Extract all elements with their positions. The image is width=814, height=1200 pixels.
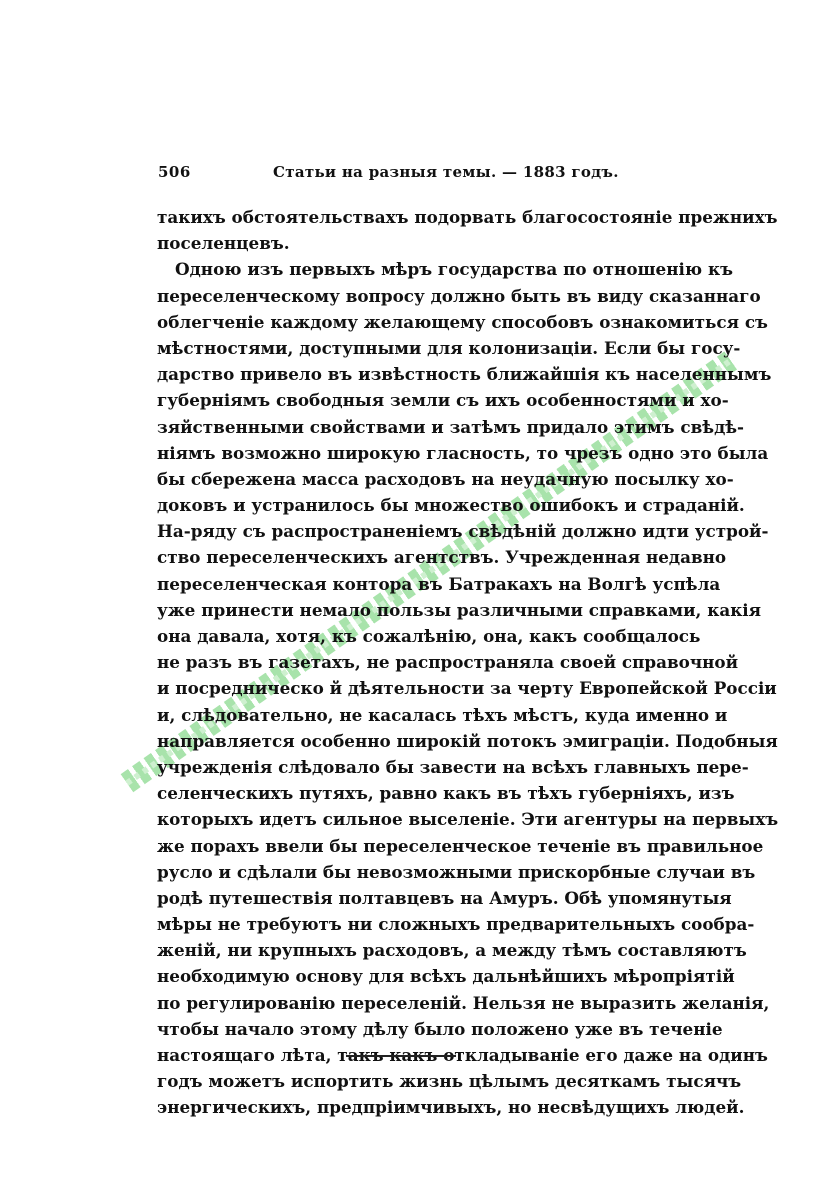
text-line: направляется особенно широкій потокъ эмиграціи. Подобныя: [157, 730, 778, 751]
text-line: селенческихъ путяхъ, равно какъ въ тѣхъ губерніяхъ, изъ: [157, 783, 735, 804]
text-line: переселенческая контора въ Батракахъ на Волгѣ успѣла: [157, 573, 721, 594]
text-line: по регулированію переселеній. Нельзя не выразить желанія,: [157, 992, 770, 1013]
text-line: же порахъ ввели бы переселенческое теченіе въ правильное: [157, 835, 764, 856]
text-line: поселенцевъ.: [157, 233, 290, 254]
text-line: необходимую основу для всѣхъ дальнѣйшихъ мѣропріятій: [157, 966, 735, 987]
running-title: Статьи на разныя темы. — 1883 годъ.: [273, 163, 619, 181]
page-header: [158, 163, 668, 185]
text-line: и посредническо й дѣятельности за черту Европейской Россіи: [157, 678, 777, 699]
text-line: На-ряду съ распространеніемъ свѣдѣній должно идти устрой-: [157, 521, 769, 542]
text-line: бы сбережена масса расходовъ на неудачную посылку хо-: [157, 468, 734, 489]
text-line: ство переселенческихъ агентствъ. Учрежденная недавно: [157, 547, 727, 568]
end-rule: [346, 1055, 456, 1057]
text-line: чтобы начало этому дѣлу было положено уже въ теченіе: [157, 1018, 723, 1039]
text-line: губерніямъ свободныя земли съ ихъ особенностями и хо-: [157, 390, 729, 411]
text-line: мѣры не требуютъ ни сложныхъ предварительныхъ сообра-: [157, 914, 755, 935]
text-line: облегченіе каждому желающему способовъ ознакомиться съ: [157, 311, 768, 332]
text-line: годъ можетъ испортить жизнь цѣлымъ десяткамъ тысячъ: [157, 1071, 742, 1092]
text-line: доковъ и устранилось бы множество ошибокъ и страданій.: [157, 495, 745, 516]
text-line: настоящаго лѣта, такъ какъ откладываніе его даже на одинъ: [157, 1045, 768, 1065]
page-number: 506: [158, 163, 191, 181]
text-line: дарство привело въ извѣстность ближайшія къ населеннымъ: [157, 364, 772, 385]
text-line: не разъ въ газетахъ, не распространяла своей справочной: [157, 652, 739, 673]
body-text: [157, 204, 779, 1121]
text-line: уже принести немало пользы различными справками, какія: [157, 599, 762, 620]
text-line: зяйственными свойствами и затѣмъ придало этимъ свѣдѣ-: [157, 416, 745, 437]
text-line: Одною изъ первыхъ мѣръ государства по отношенію къ: [175, 259, 733, 280]
text-line: энергическихъ, предпріимчивыхъ, но несвѣдущихъ людей.: [157, 1097, 745, 1118]
text-line: такихъ обстоятельствахъ подорвать благосостояніе прежнихъ: [157, 207, 778, 227]
text-line: переселенческому вопросу должно быть въ виду сказаннаго: [157, 285, 761, 306]
text-line: и, слѣдовательно, не касалась тѣхъ мѣстъ, куда именно и: [157, 704, 728, 725]
text-line: женій, ни крупныхъ расходовъ, а между тѣмъ составляютъ: [157, 940, 747, 961]
text-line: родѣ путешествія полтавцевъ на Амуръ. Обѣ упомянутыя: [157, 887, 732, 908]
text-line: она давала, хотя, къ сожалѣнію, она, какъ сообщалось: [157, 626, 701, 646]
text-line: учрежденія слѣдовало бы завести на всѣхъ главныхъ пере-: [157, 756, 749, 777]
text-line: которыхъ идетъ сильное выселеніе. Эти агентуры на первыхъ: [157, 809, 779, 830]
text-line: мѣстностями, доступными для колонизаціи. Если бы госу-: [157, 337, 741, 358]
text-line: ніямъ возможно широкую гласность, то чрезъ одно это была: [157, 442, 769, 463]
text-line: русло и сдѣлали бы невозможными прискорбные случаи въ: [157, 861, 756, 882]
